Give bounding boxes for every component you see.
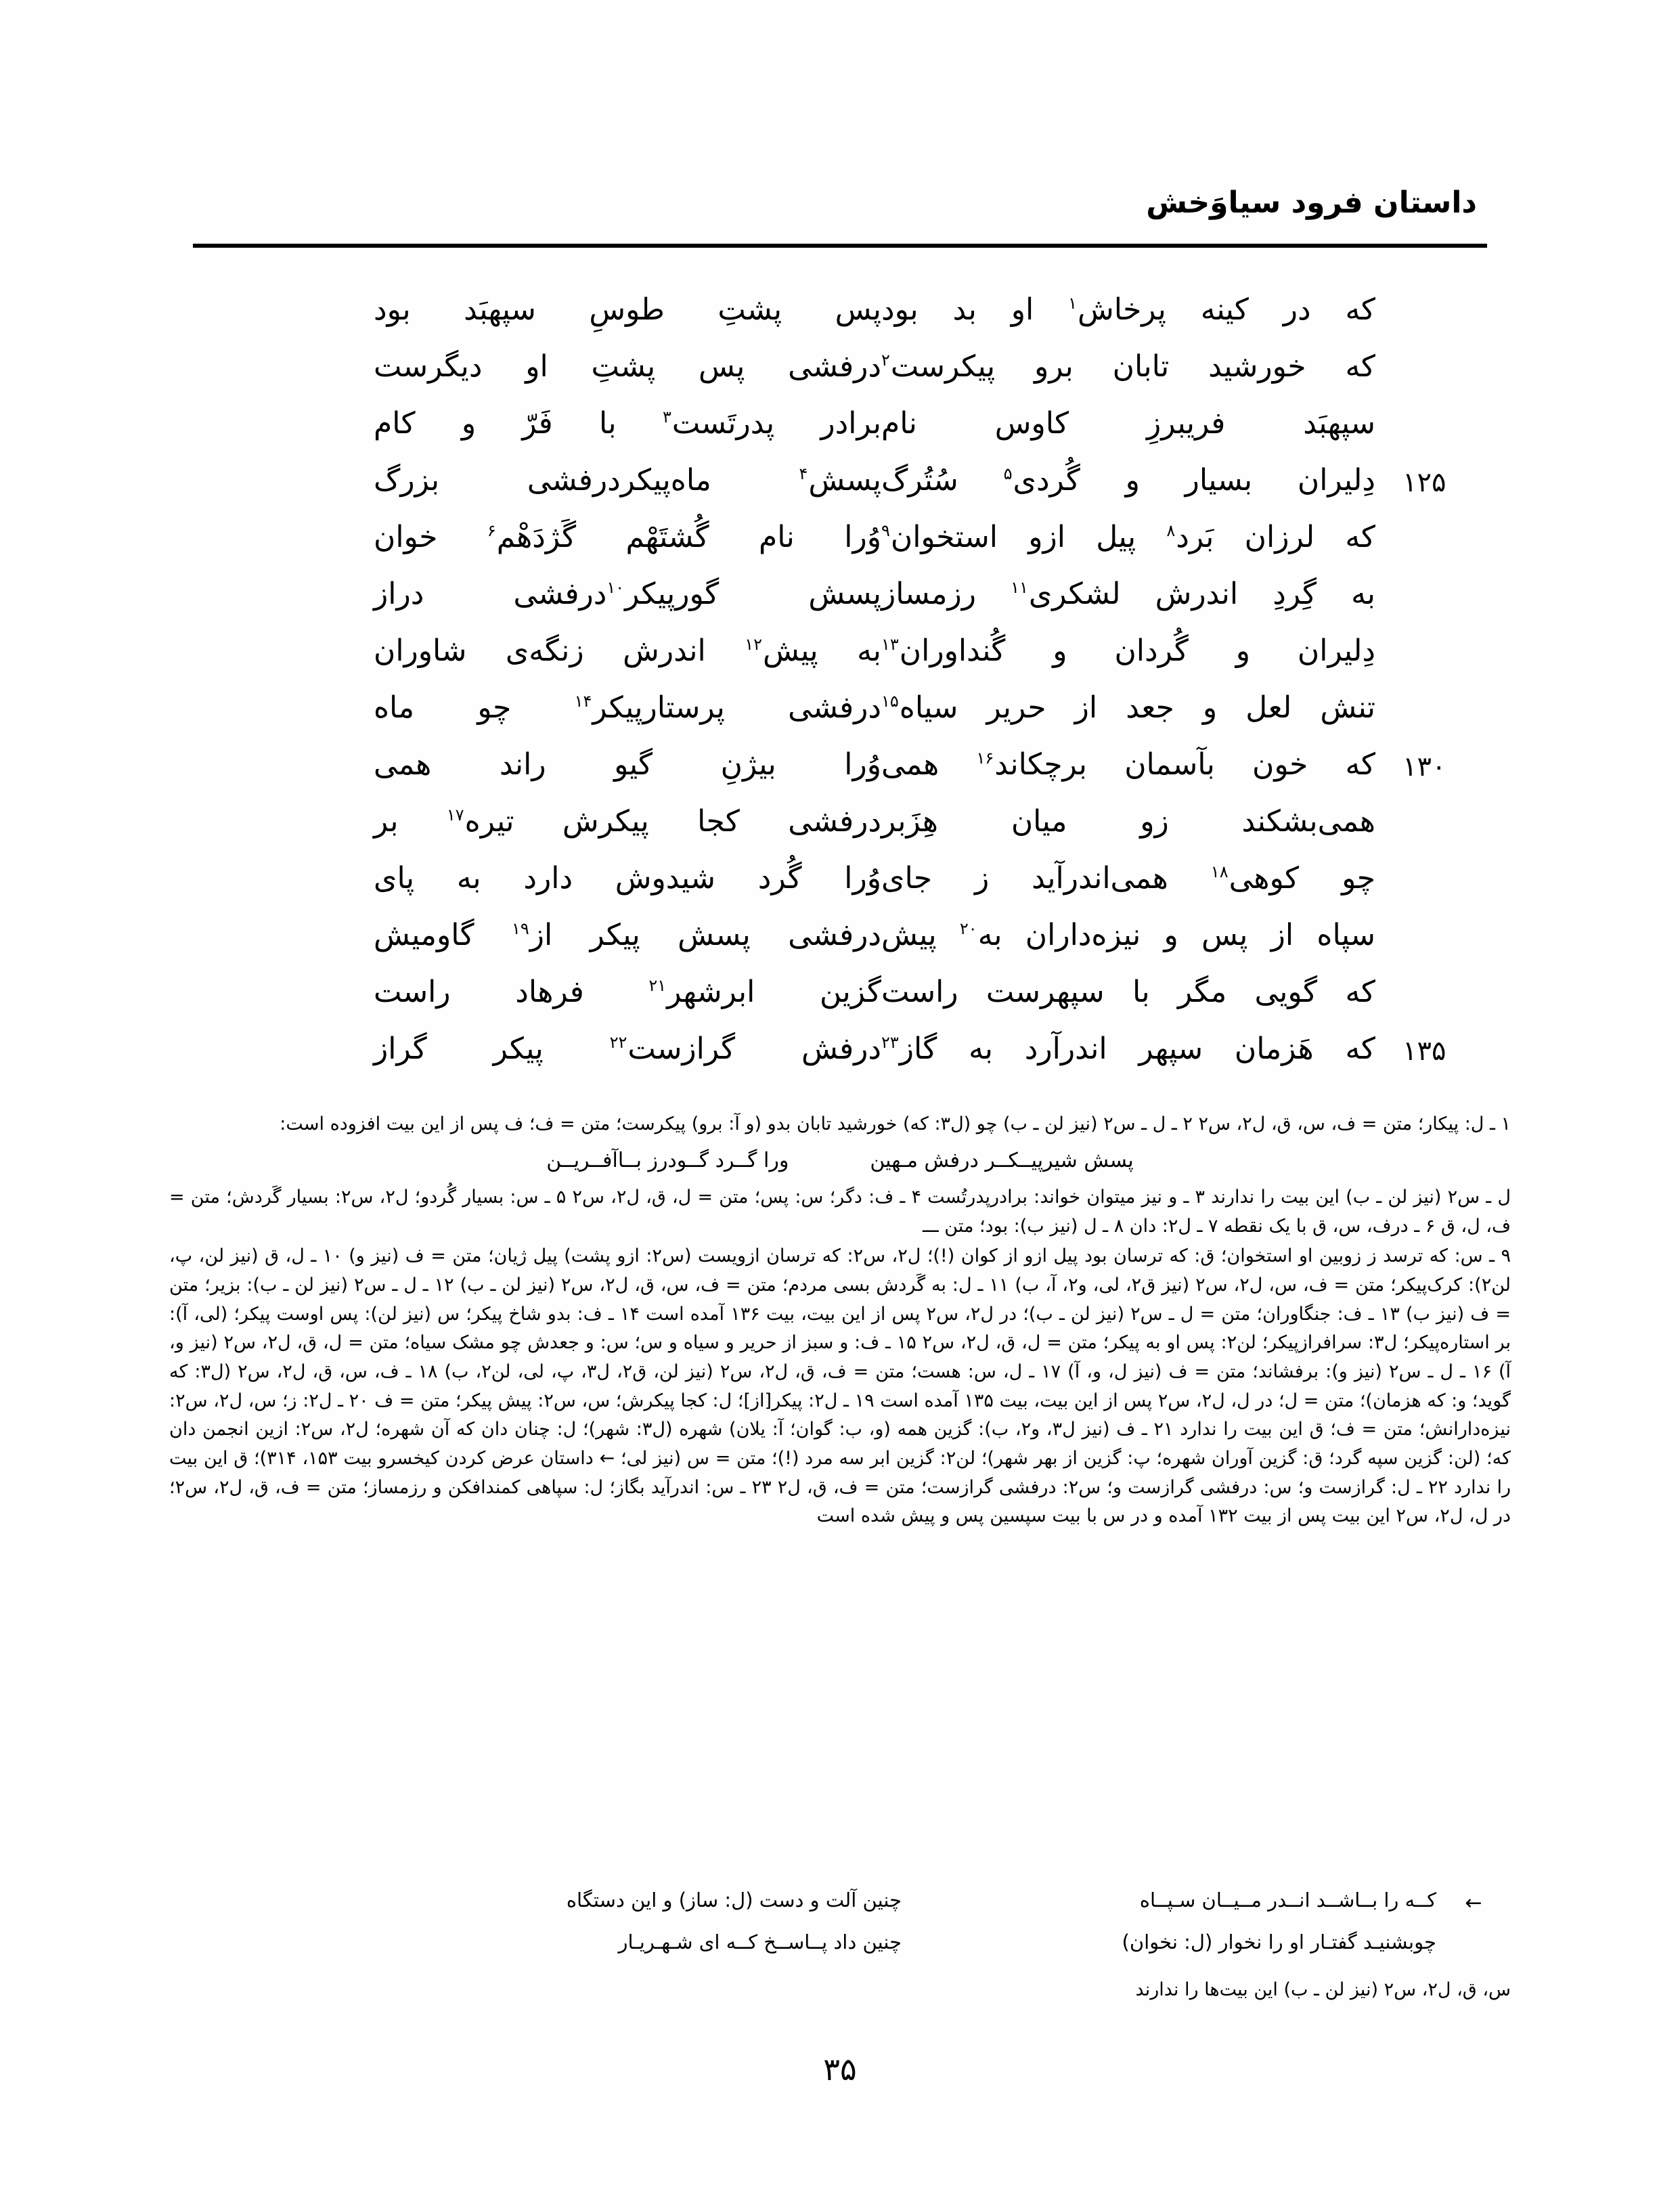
inserted-verse-hemistich-a: پسش شیرپیــکــر درفش مـهین [870, 1148, 1134, 1172]
apparatus-paragraph-3: ۹ ـ س: که ترسد ز زوبین او استخوان؛ ق: که ترسان بود پیل ازو از کوان (!)؛ ل۲، س۲: که ترسان ازویست (س۲: ازو پشت) پیل ژیان؛ متن = ف (نیز و) ۱۰ ـ ل، ق (نیز لن، پ، لن۲): کرک‌پیکر؛ متن = ف، س، ل۲، س۲ (نیز ق۲، لی، و۲، آ، ب) ۱۱ ـ ل: به گَردش بسی مردم؛ متن = ف، س، ق، ل۲، س۲ (نیز لن ـ ب) ۱۲ ـ ل ـ س۲ (نیز لن ـ ب): بزیر؛ متن = ف (نیز ب) ۱۳ ـ ف: جنگاوران؛ متن = ل ـ س۲ (نیز لن ـ ب)؛ در ل۲، س۲ پس از این بیت، بیت ۱۳۶ آمده است ۱۴ ـ ف: بدو شاخ پیکر؛ س (نیز لن): پس اوست پیکر؛ (لی، آ): بر استاره‌پیکر؛ ل۳: سرافرازپیکر؛ لن۲: پس او به پیکر؛ متن = ل، ق، ل۲، س۲ ۱۵ ـ ف: و سبز از حریر و سیاه و س؛ س: و جعدش چو مشک سیاه؛ متن = ل، ق، ل۲، س۲ (نیز و، آ) ۱۶ ـ ل ـ س۲ (نیز و): برفشاند؛ متن = ف (نیز ل، و، آ) ۱۷ ـ ل، س: هست؛ متن = ف، ق، ل۲، س۲ (نیز لن، ق۲، ل۳، پ، لی، لن۲، ب) ۱۸ ـ ف، س، ق، ل۲، س۲ (ل۳: که گوید؛ و: که هزمان)؛ متن = ل؛ در ل، ل۲، س۲ پس از این بیت، بیت ۱۳۵ آمده است ۱۹ ـ ل۲: پیکر[از]؛ ل: کجا پیکرش؛ س، س۲: پیش پیکر؛ متن = ف ۲۰ ـ ل۲: ز؛ س، ل۲، س۲: نیزه‌دارانش؛ متن = ف؛ ق این بیت را ندارد ۲۱ ـ ف (نیز ل۳، و۲، ب): گزین همه (و، ب: گوان؛ آ: یلان) شهره (ل۳: شهر)؛ ل: چنان دان که آن شهره؛ ل۲، س۲: ازین انجمن دان که؛ (لن: گزین سپه گرد؛ ق: گزین آوران شهره؛ پ: گزین از بهر شهر)؛ لن۲: گزین ابر سه مرد (!)؛ متن = س (نیز لی؛ ← داستان عرض کردن کیخسرو بیت ۱۵۳، ۳۱۴)؛ ق این بیت را ندارد ۲۲ ـ ل: گرازست و؛ س: درفشی گرازست و؛ س۲: درفشی گرازست؛ متن = ف، ق، ل۲ ۲۳ ـ س: اندرآید بگاز؛ ل: سپاهی کمندافکن و رزمساز؛ متن = ف، ق، ل۲، س۲؛ در ل، ل۲، س۲ این بیت پس از بیت ۱۳۲ آمده و در س با بیت سپسین پس و پیش شده است [169, 1245, 1511, 1527]
added-couplet-line [169, 1930, 1511, 1972]
hemistich-b: همی‌بشکند زو میان هِزَبر [881, 804, 1375, 839]
verse-line [203, 291, 1477, 348]
hemistich-b: تنش لعل و جعد از حریر سیاه$^{۱۵}$ [881, 690, 1375, 725]
added-hemistich-a: کــه را بــاشــد انــدر مــیــان سـپــاه [1139, 1889, 1436, 1912]
page-title: داستان فرود سیاوَخش [1146, 185, 1477, 220]
hemistich-b: که هَزمان سپهر اندرآرد به گاز$^{۲۳}$ [881, 1032, 1375, 1066]
hemistich-b: که خون بآسمان برچکاند$^{۱۶}$ همی [881, 747, 1375, 782]
hemistich-b: که لرزان بَرد$^۸$ پیل ازو استخوان$^۹$ [881, 520, 1375, 554]
verse-number [1396, 575, 1477, 581]
footnote-marker: ۱۹ [511, 919, 529, 939]
hemistich-a: پسش$^۴$ ماه‌پیکردرفشی بزرگ [374, 463, 881, 498]
verse-number: ۱۳۵ [1402, 1036, 1446, 1067]
footnote-marker: ۶ [487, 521, 496, 541]
hemistich-a: گزین ابرشهر$^{۲۱}$ فرهاد راست [374, 975, 881, 1009]
verse-line [203, 746, 1477, 803]
footnote-marker: ۱۷ [446, 805, 464, 825]
continuation-arrow-icon: ← [1465, 1891, 1482, 1915]
verse-line [203, 860, 1477, 917]
hemistich-a: درفشی پس پشتِ او دیگرست [374, 349, 881, 384]
added-couplets-note: س، ق، ل۲، س۲ (نیز لن ـ ب) این بیت‌ها را ندارند [1135, 1979, 1511, 2000]
verse-number: ۱۳۰ [1402, 751, 1446, 782]
verse-line [203, 1030, 1477, 1087]
verse-block [203, 291, 1477, 1087]
verse-line [203, 518, 1477, 575]
verse-number [1396, 405, 1477, 410]
footnote-marker: ۱۳ [881, 635, 899, 655]
verse-line [203, 575, 1477, 632]
verse-number [1396, 632, 1477, 638]
verse-line [203, 348, 1477, 405]
hemistich-a: پس پشتِ طوسِ سپهبَد بود [374, 292, 881, 327]
footnote-marker: ۱۴ [574, 692, 592, 711]
hemistich-b: سپاه از پس و نیزه‌داران به$^{۲۰}$ پیش [881, 918, 1376, 952]
verse-line [203, 917, 1477, 973]
footnote-marker: ۲۳ [881, 1033, 899, 1053]
footnote-marker: ۱۶ [976, 749, 994, 768]
verse-line [203, 632, 1477, 689]
inserted-verse-hemistich-b: ورا گــرد گــودرز بــاآفــریــن [546, 1148, 789, 1172]
verse-number: ۱۲۵ [1402, 467, 1446, 498]
added-couplets [169, 1889, 1511, 2000]
footnote-marker: ۱۰ [606, 578, 625, 598]
footnote-marker: ۱۱ [1011, 578, 1028, 598]
verse-line [203, 973, 1477, 1030]
added-hemistich-b: چنین داد پــاســخ کــه ای شـهـریـار [618, 1930, 902, 1953]
continuation-arrow-icon [1436, 1930, 1511, 1933]
footnote-marker: ۲ [881, 351, 890, 370]
verse-line [203, 462, 1477, 518]
hemistich-a: درفشی پسش پیکر از$^{۱۹}$ گاومیش [374, 918, 881, 952]
hemistich-a: درفش گرازست$^{۲۲}$ پیکر گراز [374, 1032, 881, 1066]
footnote-marker: ۱۲ [745, 635, 762, 655]
hemistich-a: وُرا بیژنِ گیو راند همی [374, 747, 881, 782]
footnote-marker: ۹ [881, 521, 890, 541]
apparatus-paragraph-1: ۱ ـ ل: پیکار؛ متن = ف، س، ق، ل۲، س۲ ۲ ـ ل ـ س۲ (نیز لن ـ ب) چو (ل۳: که) خورشید تابان بدو (و آ: برو) پیکرست؛ متن = ف؛ ف پس از این بیت افزوده است: [280, 1113, 1511, 1134]
verse-number [1396, 917, 1477, 922]
verse-number [1396, 860, 1477, 865]
hemistich-b: سپهبَد فریبرزِ کاوس نام [881, 406, 1375, 441]
verse-line [203, 405, 1477, 462]
footnote-marker: ۲۱ [648, 976, 667, 996]
verse-line [203, 803, 1477, 860]
hemistich-b: چو کوهی$^{۱۸}$ همی‌اندرآید ز جای [881, 861, 1375, 896]
footnote-marker: ۲۲ [609, 1033, 627, 1053]
verse-number [1396, 689, 1477, 694]
added-couplet-line [169, 1889, 1511, 1930]
added-hemistich-b: چنین آلت و دست (ل: ساز) و این دستگاه [566, 1889, 902, 1912]
folio-number: ۳۵ [823, 2051, 857, 2088]
verse-number [1396, 518, 1477, 524]
hemistich-b: که گویی مگر با سپهرست راست [881, 975, 1375, 1009]
verse-number [1396, 291, 1477, 296]
hemistich-b: به گِردِ اندرش لشکری$^{۱۱}$ رزمساز [881, 577, 1375, 611]
footnote-marker: ۵ [1003, 464, 1013, 484]
hemistich-a: به پیش$^{۱۲}$ اندرش زنگه‌ی شاوران [374, 634, 881, 668]
added-hemistich-a: چوبشنیـد گفتـار او را نخوار (ل: نخوان) [1122, 1930, 1436, 1953]
footnote-marker: ۱ [1068, 294, 1077, 313]
verse-number [1396, 348, 1477, 353]
hemistich-a: درفشی کجا پیکرش تیره$^{۱۷}$ بر [374, 804, 881, 839]
hemistich-b: دِلیران و گُردان و گُنداوران$^{۱۳}$ [881, 634, 1375, 668]
apparatus-paragraph-2: ل ـ س۲ (نیز لن ـ ب) این بیت را ندارند ۳ ـ و نیز میتوان خواند: برادرپدرتُست ۴ ـ ف: دگر؛ س: پس؛ متن = ل، ق، ل۲، س۲ ۵ ـ س: بسیار گُردو؛ ل۲، س۲: بسیار گَردش؛ متن = ف، ل، ق ۶ ـ درف، س، ق با یک نقطه ۷ ـ ل۲: دان ۸ ـ ل (نیز ب): بود؛ متن ـــ [169, 1187, 1511, 1237]
verse-number [1396, 973, 1477, 979]
footnote-marker: ۸ [1166, 521, 1176, 541]
hemistich-b: دِلیران بسیار و گُردی$^۵$ سُتُرگ [881, 463, 1375, 498]
hemistich-a: درفشی پرستارپیکر$^{۱۴}$ چو ماه [374, 690, 881, 725]
footnote-marker: ۱۸ [1210, 862, 1229, 882]
footnote-marker: ۱۵ [881, 692, 899, 711]
footnote-marker: ۴ [799, 464, 808, 484]
hemistich-a: وُرا گُرد شیدوش دارد به پای [374, 861, 881, 896]
hemistich-a: وُرا نام گُشتَهْم گَژدَهْم$^۶$ خوان [374, 520, 882, 554]
verse-line [203, 689, 1477, 746]
hemistich-a: برادر پدرتَست$^۳$ با فَرّ و کام [374, 406, 881, 441]
header-rule [193, 244, 1487, 248]
running-head [203, 185, 1477, 236]
footnote-marker: ۲۰ [959, 919, 977, 939]
hemistich-b: که در کینه پرخاش$^۱$ او بد بود [881, 292, 1375, 327]
hemistich-b: که خورشید تابان برو پیکرست$^۲$ [881, 349, 1375, 384]
footnote-marker: ۳ [662, 407, 671, 427]
verse-number [1396, 803, 1477, 808]
critical-apparatus [169, 1110, 1511, 1532]
hemistich-a: پسش گورپیکر$^{۱۰}$درفشی دراز [374, 577, 881, 611]
inserted-verse [169, 1145, 1511, 1176]
